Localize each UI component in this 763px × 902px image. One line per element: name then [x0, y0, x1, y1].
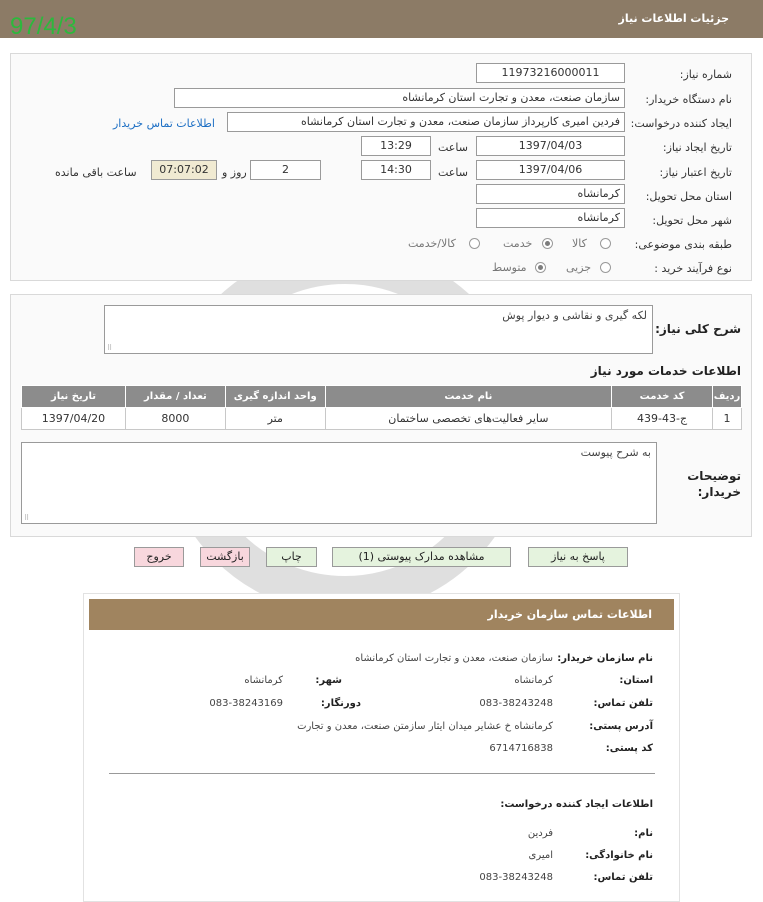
category-option-both: کالا/خدمت [408, 237, 456, 250]
validity-time-field[interactable]: 14:30 [361, 160, 431, 180]
col-need-date: تاریخ نیاز [22, 386, 126, 408]
col-service-name: نام خدمت [325, 386, 611, 408]
creator-section-title: اطلاعات ایجاد کننده درخواست: [500, 799, 653, 810]
validity-date-label: تاریخ اعتبار نیاز: [659, 166, 732, 179]
remaining-days-field[interactable]: 2 [250, 160, 321, 180]
need-number-field[interactable]: 11973216000011 [476, 63, 625, 83]
creator-name-label: نام: [634, 828, 653, 839]
province-field[interactable]: کرمانشاه [476, 184, 625, 204]
process-radio-medium[interactable] [535, 262, 546, 273]
remaining-label: ساعت باقی مانده [55, 166, 137, 179]
contact-province-label: استان: [619, 675, 653, 686]
general-description-label: شرح کلی نیاز: [655, 322, 741, 336]
city-field[interactable]: کرمانشاه [476, 208, 625, 228]
contact-phone-label: تلفن تماس: [593, 698, 653, 709]
contact-org-value: سازمان صنعت، معدن و تجارت استان کرمانشاه [355, 653, 553, 664]
contact-fax-value: 083-38243169 [209, 698, 283, 709]
contact-phone-value: 083-38243248 [479, 698, 553, 709]
table-row [22, 408, 742, 430]
created-time-field[interactable]: 13:29 [361, 136, 431, 156]
col-unit: واحد اندازه گیری [225, 386, 325, 408]
category-label: طبقه بندی موضوعی: [634, 238, 732, 251]
category-radio-goods[interactable] [600, 238, 611, 249]
contact-org-label: نام سازمان خریدار: [557, 653, 653, 664]
validity-time-label: ساعت [438, 166, 468, 179]
need-number-label: شماره نیاز: [679, 68, 732, 81]
resize-grip-icon[interactable]: ⠿ [107, 344, 113, 352]
days-label: روز و [222, 166, 247, 179]
cell-service-name: سایر فعالیت‌های تخصصی ساختمان [325, 408, 611, 430]
contact-fax-label: دورنگار: [320, 698, 361, 709]
process-radio-minor[interactable] [600, 262, 611, 273]
contact-address-label: آدرس پستی: [589, 721, 653, 732]
contact-city-value: کرمانشاه [244, 675, 283, 686]
contact-card-header [89, 599, 674, 630]
col-service-code: کد خدمت [612, 386, 713, 408]
requester-label: ایجاد کننده درخواست: [630, 117, 732, 130]
province-label: استان محل تحویل: [645, 190, 732, 203]
contact-province-value: کرمانشاه [514, 675, 553, 686]
resize-grip-icon[interactable]: ⠿ [24, 514, 30, 522]
category-radio-service[interactable] [542, 238, 553, 249]
creator-family-value: امیری [528, 850, 553, 861]
contact-postal-label: کد پستی: [605, 743, 653, 754]
requester-field[interactable]: فردین امیری کارپرداز سازمان صنعت، معدن و تجارت استان کرمانشاه [227, 112, 625, 132]
col-row: ردیف [713, 386, 742, 408]
buyer-notes-label: توضیحات خریدار: [687, 469, 741, 499]
services-table [21, 385, 742, 430]
table-header-row [22, 386, 742, 408]
category-option-service: خدمت [503, 237, 533, 250]
col-quantity: تعداد / مقدار [125, 386, 225, 408]
contact-address-value: کرمانشاه خ عشایر میدان ایثار سازمتن صنعت، معدن و تجارت [297, 721, 553, 732]
buyer-notes-text: به شرح پیوست [580, 446, 651, 459]
general-description-field[interactable] [104, 305, 653, 354]
buyer-org-field[interactable]: سازمان صنعت، معدن و تجارت استان کرمانشاه [174, 88, 625, 108]
contact-city-label: شهر: [315, 675, 342, 686]
process-label: نوع فرآیند خرید : [654, 262, 732, 275]
contact-postal-value: 6714716838 [489, 743, 553, 754]
buyer-contact-card [83, 593, 680, 902]
page-title: جزئیات اطلاعات نیاز [618, 12, 729, 25]
city-label: شهر محل تحویل: [652, 214, 732, 227]
validity-date-field[interactable]: 1397/04/06 [476, 160, 625, 180]
services-title: اطلاعات خدمات مورد نیاز [590, 364, 741, 378]
category-option-goods: کالا [572, 237, 587, 250]
buyer-notes-field[interactable] [21, 442, 657, 524]
back-button[interactable]: بازگشت [200, 547, 250, 567]
page-header [0, 0, 763, 38]
cell-quantity: 8000 [125, 408, 225, 430]
creator-family-label: نام خانوادگی: [585, 850, 653, 861]
creator-phone-value: 083-38243248 [479, 872, 553, 883]
process-option-medium: متوسط [492, 261, 527, 274]
creator-name-value: فردین [527, 828, 553, 839]
view-attachments-button[interactable]: مشاهده مدارک پیوستی (1) [332, 547, 511, 567]
print-button[interactable]: چاپ [266, 547, 317, 567]
creator-phone-label: تلفن تماس: [593, 872, 653, 883]
contact-card-title: اطلاعات تماس سازمان خریدار [487, 608, 652, 621]
cell-service-code: ج-43-439 [612, 408, 713, 430]
buyer-contact-link[interactable]: اطلاعات تماس خریدار [113, 117, 215, 130]
process-option-minor: جزیی [566, 261, 592, 274]
exit-button[interactable]: خروج [134, 547, 184, 567]
cell-row: 1 [713, 408, 742, 430]
contact-divider [109, 773, 655, 774]
cell-need-date: 1397/04/20 [22, 408, 126, 430]
remaining-time-field: 07:07:02 [151, 160, 217, 180]
created-time-label: ساعت [438, 141, 468, 154]
general-description-text: لکه گیری و نقاشی و دیوار پوش [502, 309, 647, 322]
category-radio-both[interactable] [469, 238, 480, 249]
date-stamp: 97/4/3 [10, 13, 77, 40]
cell-unit: متر [225, 408, 325, 430]
buyer-org-label: نام دستگاه خریدار: [645, 93, 732, 106]
reply-button[interactable]: پاسخ به نیاز [528, 547, 628, 567]
created-date-field[interactable]: 1397/04/03 [476, 136, 625, 156]
created-date-label: تاریخ ایجاد نیاز: [662, 141, 732, 154]
